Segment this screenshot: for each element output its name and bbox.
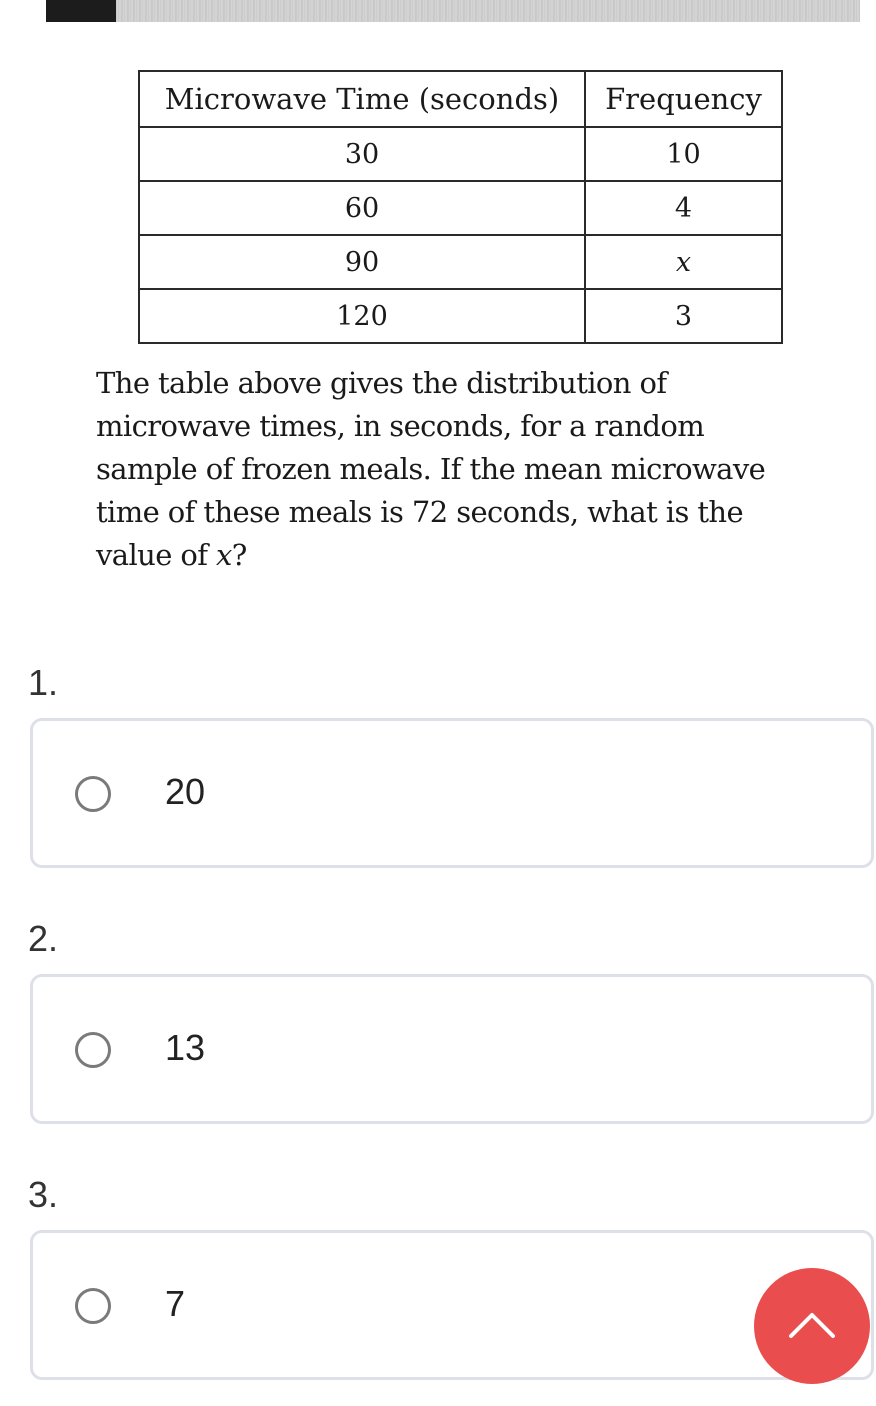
table-header-row — [139, 71, 782, 127]
answer-option-2[interactable] — [30, 974, 874, 1124]
question-image — [0, 0, 876, 600]
table-cell-frequency: 10 — [585, 127, 782, 181]
option-label: 7 — [165, 1283, 186, 1324]
answer-option-3[interactable] — [30, 1230, 874, 1380]
scan-top-strip-dark — [46, 0, 116, 22]
table-cell-time: 90 — [139, 235, 585, 289]
table-row — [139, 289, 782, 343]
question-text-fragment: value of — [96, 538, 217, 572]
table-cell-frequency: x — [585, 235, 782, 289]
question-text-line: The table above gives the distribution of — [96, 366, 667, 400]
table-cell-time: 120 — [139, 289, 585, 343]
question-variable: x — [216, 538, 232, 572]
option-number-3: 3. — [28, 1174, 59, 1215]
question-text-line: time of these meals is 72 seconds, what is the — [96, 495, 744, 529]
radio-button[interactable] — [75, 776, 111, 812]
option-label: 13 — [165, 1027, 206, 1068]
table-cell-frequency: 3 — [585, 289, 782, 343]
question-text-line — [96, 534, 836, 577]
table-header-frequency: Frequency — [585, 71, 782, 127]
question-text — [96, 362, 836, 577]
scroll-to-top-button[interactable] — [754, 1268, 870, 1384]
chevron-up-icon — [787, 1306, 837, 1342]
radio-button[interactable] — [75, 1032, 111, 1068]
table-row — [139, 127, 782, 181]
option-number-2: 2. — [28, 918, 59, 959]
option-number-1: 1. — [28, 662, 59, 703]
table-cell-time: 60 — [139, 181, 585, 235]
answer-option-1[interactable] — [30, 718, 874, 868]
table-cell-frequency: 4 — [585, 181, 782, 235]
option-label: 20 — [165, 771, 206, 812]
question-text-line: microwave times, in seconds, for a random — [96, 409, 705, 443]
question-text-line: sample of frozen meals. If the mean microwave — [96, 452, 766, 486]
question-text-fragment: ? — [231, 538, 247, 572]
table-row — [139, 181, 782, 235]
table-header-time: Microwave Time (seconds) — [139, 71, 585, 127]
radio-button[interactable] — [75, 1288, 111, 1324]
scan-top-strip — [46, 0, 860, 22]
table-cell-time: 30 — [139, 127, 585, 181]
distribution-table — [138, 70, 783, 344]
table-row — [139, 235, 782, 289]
